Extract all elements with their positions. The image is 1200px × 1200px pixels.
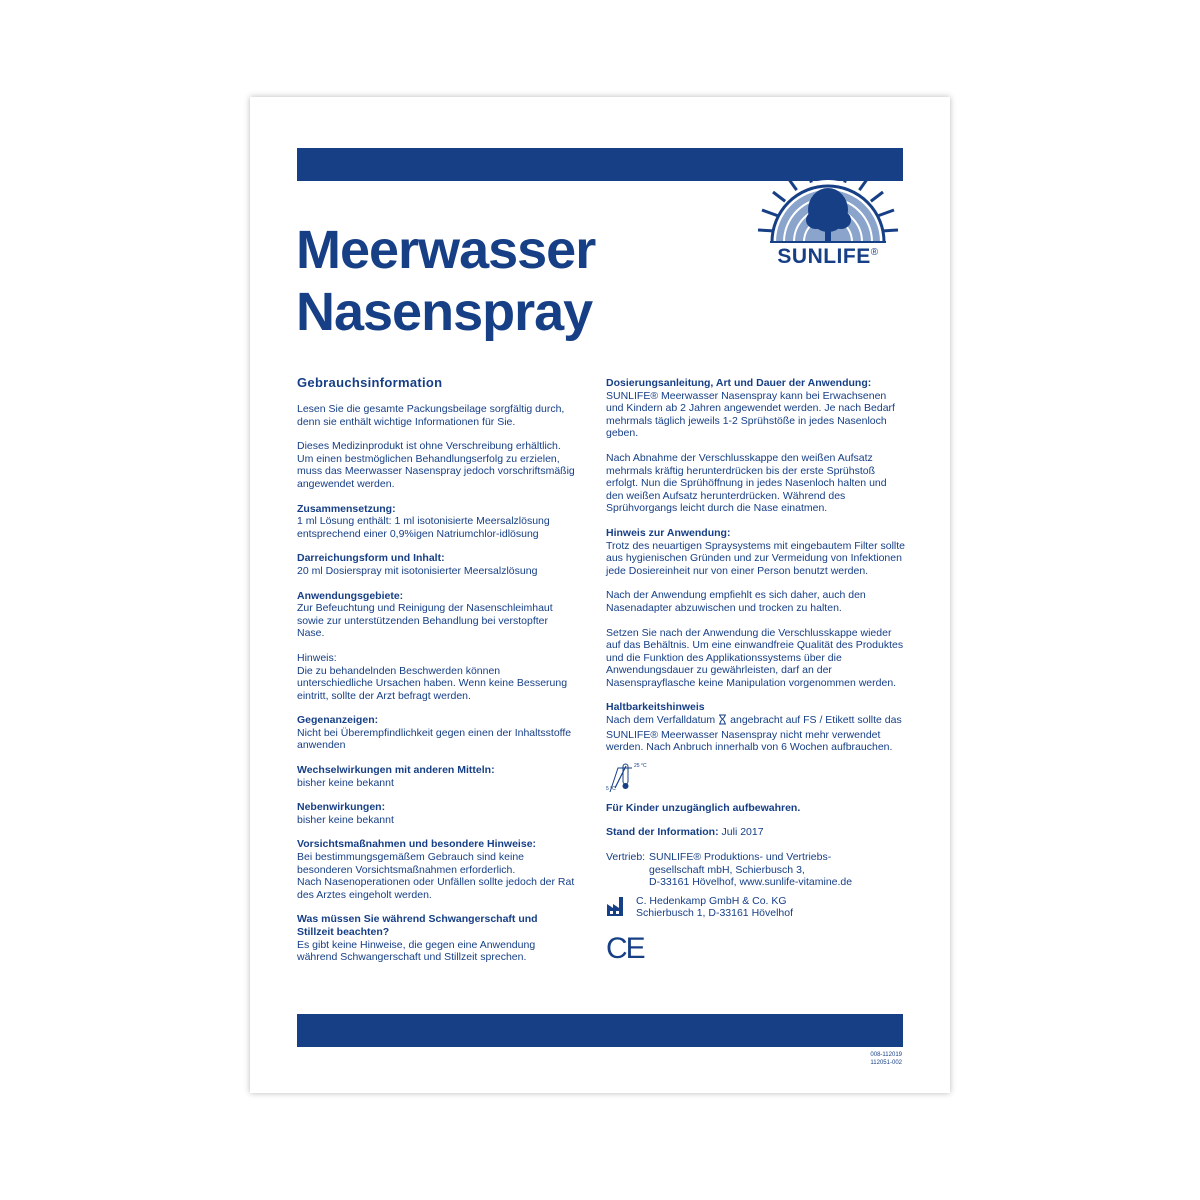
section-text: Nach Nasenoperationen oder Unfällen sollte jedoch der Rat des Arztes eingeholt werden. — [297, 876, 575, 901]
date-value: Juli 2017 — [721, 826, 764, 839]
information-date — [606, 826, 906, 839]
section-dosage-form — [297, 552, 575, 577]
section-pregnancy — [297, 913, 575, 963]
sunlife-logo — [748, 162, 908, 274]
section-text: Es gibt keine Hinweise, die gegen eine Anwendung während Schwangerschaft und Stillzeit sprechen. — [297, 938, 536, 964]
section-side-effects — [297, 801, 575, 826]
section-contraindications — [297, 714, 575, 752]
section-title: Vorsichtsmaßnahmen und besondere Hinweise: — [297, 838, 537, 851]
section-usage-note — [606, 527, 906, 577]
section-title: Hinweis zur Anwendung: — [606, 526, 731, 539]
section-text: Trotz des neuartigen Spraysystems mit eingebautem Filter sollte aus hygienischen Gründen und zur Vermeidung von Infektionen jede Dosiereinheit nur von einer Person benutzt werden. — [606, 539, 905, 577]
section-title: Darreichungsform und Inhalt: — [297, 552, 445, 565]
temperature-symbol — [606, 760, 666, 796]
section-title: Was müssen Sie während Schwangerschaft und Stillzeit beachten? — [297, 913, 538, 938]
bottom-bar — [297, 1014, 903, 1047]
manufacturer — [606, 895, 906, 921]
section-title: Haltbarkeitshinweis — [606, 701, 705, 714]
section-precautions — [297, 838, 575, 901]
shelf-life-text-a: Nach dem Verfalldatum — [606, 714, 716, 727]
section-text: Bei bestimmungsgemäßem Gebrauch sind keine besonderen Vorsichtsmaßnahmen erforderlich. — [297, 851, 525, 876]
print-codes — [870, 1051, 902, 1067]
section-title: Dosierungsanleitung, Art und Dauer der Anwendung: — [606, 377, 872, 389]
distributor-line: D-33161 Hövelhof, www.sunlife-vitamine.de — [649, 876, 853, 889]
temp-max-label: 25 °C — [634, 762, 647, 769]
section-title: Anwendungsgebiete: — [297, 589, 404, 602]
title-line-2: Nasenspray — [296, 282, 593, 342]
section-text: Setzen Sie nach der Anwendung die Verschlusskappe wieder auf das Behältnis. Um eine einwandfreie Qualität des Produktes und die Funktion des Applikationssystems über die Anwendungsdauer zu gewährleisten, darf an der Nasensprayflasche keine Manipulation vorgenommen werden. — [606, 626, 904, 689]
intro-text-1: Lesen Sie die gesamte Packungsbeilage sorgfältig durch, denn sie enthält wichtige Informationen für Sie. — [297, 403, 565, 428]
distributor — [606, 851, 906, 889]
section-title: Hinweis: — [297, 651, 337, 664]
distributor-label: Vertrieb: — [606, 851, 646, 864]
section-text: Nach Abnahme der Verschlusskappe den weißen Aufsatz mehrmals kräftig herunterdrücken bis der erste Sprühstoß erfolgt. Nun die Sprühöffnung in jedes Nasenloch halten und den weißen Aufsatz herunterdrücken. Während des Sprühvorgangs leicht durch die Nase einatmen. — [606, 451, 887, 515]
shelf-life-text-b: angebracht auf FS / Etikett sollte das SUNLIFE® Meerwasser Nasenspray nicht mehr verwendet werden. Nach Anbruch innerhalb von 6 Wochen aufbrauchen. — [606, 714, 902, 754]
section-title: Wechselwirkungen mit anderen Mitteln: — [297, 764, 495, 777]
section-text: bisher keine bekannt — [297, 776, 394, 789]
ce-mark: CE — [606, 932, 644, 966]
hourglass-icon — [718, 714, 727, 729]
section-text: 1 ml Lösung enthält: 1 ml isotonisierte Meersalzlösung entsprechend einer 0,9%igen Natriumchlor-idlösung — [297, 515, 550, 540]
section-heading: Gebrauchsinformation — [297, 375, 443, 390]
section-title: Nebenwirkungen: — [297, 801, 386, 814]
left-column — [297, 403, 575, 976]
manufacturer-line: C. Hedenkamp GmbH & Co. KG — [636, 894, 787, 907]
section-text — [606, 714, 906, 754]
intro-text-2: Dieses Medizinprodukt ist ohne Verschreibung erhältlich. Um einen bestmöglichen Behandlungserfolg zu erzielen, muss das Meerwasser Nasenspray jedoch vorschriftsmäßig angewendet werden. — [297, 440, 575, 490]
right-column — [606, 377, 906, 964]
section-text: SUNLIFE® Meerwasser Nasenspray kann bei Erwachsenen und Kindern ab 2 Jahren angewendet werden. Je nach Bedarf mehrmals täglich jeweils 1-2 Sprühstöße in jedes Nasenloch geben. — [606, 389, 895, 440]
page-title — [296, 219, 595, 343]
children-warning: Für Kinder unzugänglich aufbewahren. — [606, 801, 801, 814]
distributor-line: gesellschaft mbH, Schierbusch 3, — [649, 863, 805, 876]
distributor-line: SUNLIFE® Produktions- und Vertriebs- — [649, 851, 832, 864]
section-shelf-life — [606, 701, 906, 753]
section-text: Nach der Anwendung empfiehlt es sich daher, auch den Nasenadapter abzuwischen und trocken zu halten. — [606, 589, 866, 614]
section-title: Zusammensetzung: — [297, 502, 396, 515]
factory-icon — [606, 895, 636, 921]
code-line: 008-112019 — [870, 1052, 902, 1058]
section-indications — [297, 590, 575, 640]
section-text: Nicht bei Überempfindlichkeit gegen einen der Inhaltsstoffe anwenden — [297, 726, 572, 752]
section-title: Gegenanzeigen: — [297, 714, 379, 727]
manufacturer-line: Schierbusch 1, D-33161 Hövelhof — [636, 907, 794, 920]
code-line: 112051-002 — [870, 1060, 902, 1066]
section-text: Zur Befeuchtung und Reinigung der Nasenschleimhaut sowie zur unterstützenden Behandlung bei verstopfter Nase. — [297, 602, 553, 640]
leaflet-sheet — [250, 97, 950, 1093]
section-text: bisher keine bekannt — [297, 813, 394, 826]
brand-name: SUNLIFE® — [777, 245, 879, 268]
section-text: Die zu behandelnden Beschwerden können unterschiedliche Ursachen haben. Wenn keine Besserung eintritt, sollte der Arzt befragt werden. — [297, 664, 568, 702]
section-interactions — [297, 764, 575, 789]
section-note — [297, 652, 575, 702]
section-composition — [297, 503, 575, 541]
sun-logo-icon — [748, 162, 908, 252]
title-line-1: Meerwasser — [296, 220, 596, 280]
section-text: 20 ml Dosierspray mit isotonisierter Meersalzlösung — [297, 564, 538, 577]
date-label: Stand der Information: — [606, 826, 719, 839]
section-dosing-instructions — [606, 377, 906, 440]
temp-min-label: 5 °C — [606, 785, 616, 792]
